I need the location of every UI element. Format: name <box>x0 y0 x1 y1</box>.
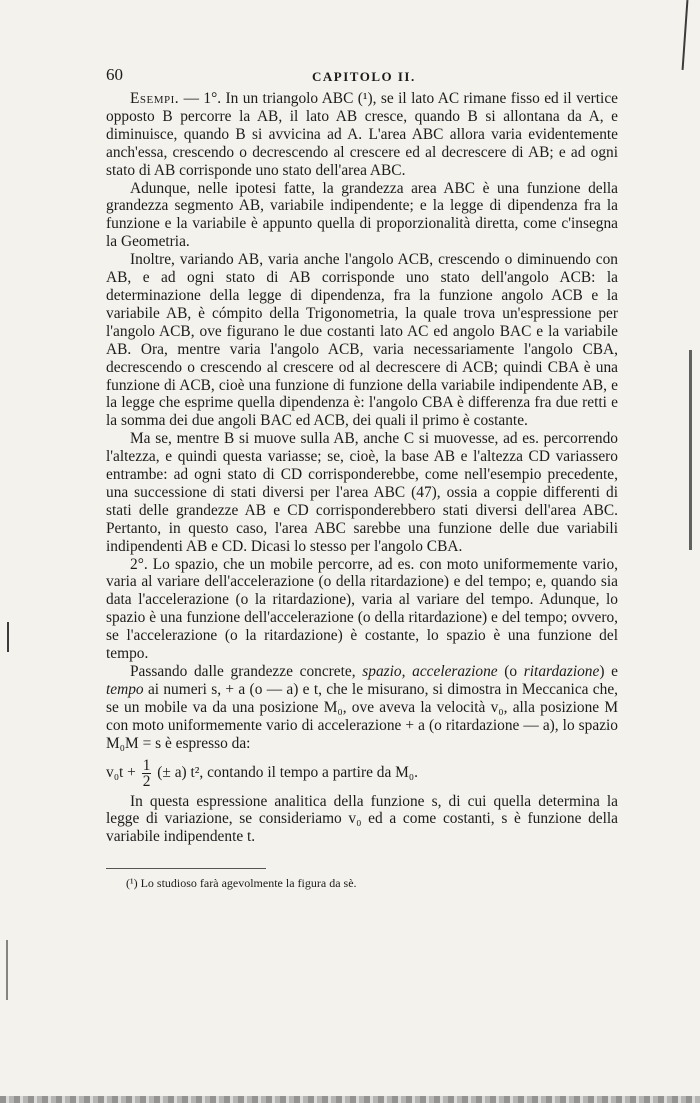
scan-edge-mark-left <box>7 622 9 652</box>
text-run: ai numeri s, + a (o — a) e t, che le misurano, si dimostra in Meccanica che, se un mobile va da una posizione M₀, ove aveva la velocità v₀, alla posizione M con moto uniformemente vario di accelerazione + a (o ritardazione — a), lo spazio M₀M = s è espresso da: <box>106 680 618 752</box>
italic-run: ritardazione <box>523 663 600 680</box>
fraction-denominator: 2 <box>142 772 151 790</box>
page-number: 60 <box>106 65 123 84</box>
paragraph-passando <box>106 663 618 753</box>
paragraph-adunque: Adunque, nelle ipotesi fatte, la grandezza area ABC è una funzione della grandezza segmento AB, variabile indipendente; e la legge di dipendenza fra la funzione e la variabile è appunto quella di proporzionalità diretta, come c'insegna la Geometria. <box>106 179 618 251</box>
running-head <box>106 66 618 90</box>
paragraph-ma-se: Ma se, mentre B si muove sulla AB, anche C si muovesse, ad es. percorrendo l'altezza, e quindi questa variasse; se, cioè, la base AB e l'altezza CD variassero entrambe: ad ogni stato di CD corrisponderebbe, come nell'esempio precedente, una successione di stati diversi per l'area ABC (47), ossia a coppie differenti di stati delle grandezze AB e CD corrisponderebbero stati diversi dell'area ABC. Pertanto, in questo caso, l'area ABC sarebbe una funzione delle due variabili indipendenti AB e CD. Dicasi lo stesso per l'angolo CBA. <box>106 430 618 555</box>
fraction <box>142 758 152 789</box>
scan-edge-mark-left-lower <box>6 940 8 1000</box>
esempi-label: Esempi. <box>130 90 180 107</box>
scan-edge-mark-right <box>689 350 692 550</box>
text-run: Passando dalle grandezze concrete, <box>130 663 363 680</box>
paragraph-inoltre: Inoltre, variando AB, varia anche l'angolo ACB, crescendo o diminuendo con AB, e ad ogni stato di AB corrisponde uno stato dell'angolo ACB: la determinazione della legge di dipendenza, fra la funzione angolo ACB e la variabile AB, è cómpito della Trigonometria, la quale trova un'espressione per l'angolo ACB, ove figurano le due costanti lato AC ed angolo BAC e la variabile AB. Ora, mentre varia l'angolo ACB, varia necessariamente l'angolo CBA, decrescendo o crescendo al crescere od al decrescere di ACB; quindi CBA è una funzione di ACB, cioè una funzione di funzione della variabile indipendente AB, e la legge che esprime quella dipendenza è: l'angolo CBA è differenza fra due retti e la somma dei due angoli BAC ed ACB, dei quali il primo è costante. <box>106 251 618 430</box>
scan-bottom-border <box>0 1096 700 1103</box>
text-run: (o <box>497 663 524 680</box>
formula-line <box>106 756 618 790</box>
paragraph-in-questa: In questa espressione analitica della funzione s, di cui quella determina la legge di variazione, se consideriamo v₀ ed a come costanti, s è funzione della variabile indipendente t. <box>106 792 618 846</box>
page-body <box>106 66 618 893</box>
scan-edge-mark-top <box>682 0 689 70</box>
formula-lead: v₀t + <box>106 763 140 781</box>
footnote: (¹) Lo studioso farà agevolmente la figura da sè. <box>126 876 357 891</box>
chapter-title: CAPITOLO II. <box>312 69 416 84</box>
italic-run: spazio, accelerazione <box>362 663 498 680</box>
paragraph-spazio: 2°. Lo spazio, che un mobile percorre, ad es. con moto uniformemente vario, varia al variare dell'accelerazione (o della ritardazione) e del tempo; e, quando sia data l'accelerazione (o la ritardazione), varia al variare del tempo. Adunque, lo spazio è una funzione dell'accelerazione (o della ritardazione) e del tempo; ovvero, se l'accelerazione (o la ritardazione) è costante, lo spazio è una funzione del tempo. <box>106 555 618 663</box>
footnote-rule <box>106 868 266 869</box>
text-run: ) e <box>599 663 618 680</box>
italic-run: tempo <box>106 680 144 698</box>
paragraph-esempi <box>106 90 618 180</box>
paragraph-esempi-text: — 1°. In un triangolo ABC (¹), se il lato AC rimane fisso ed il vertice opposto B percorre la AB, il lato AB cresce, quando B si allontana da A, e diminuisce, quando B si avvicina ad A. L'area ABC allora varia evidentemente anch'essa, crescendo o decrescendo al crescere ed al decrescere di AB; e ad ogni stato di AB corrisponde uno stato dell'area ABC. <box>106 90 618 179</box>
formula-tail: (± a) t², contando il tempo a partire da M₀. <box>153 763 419 781</box>
fraction-numerator: 1 <box>142 756 151 774</box>
